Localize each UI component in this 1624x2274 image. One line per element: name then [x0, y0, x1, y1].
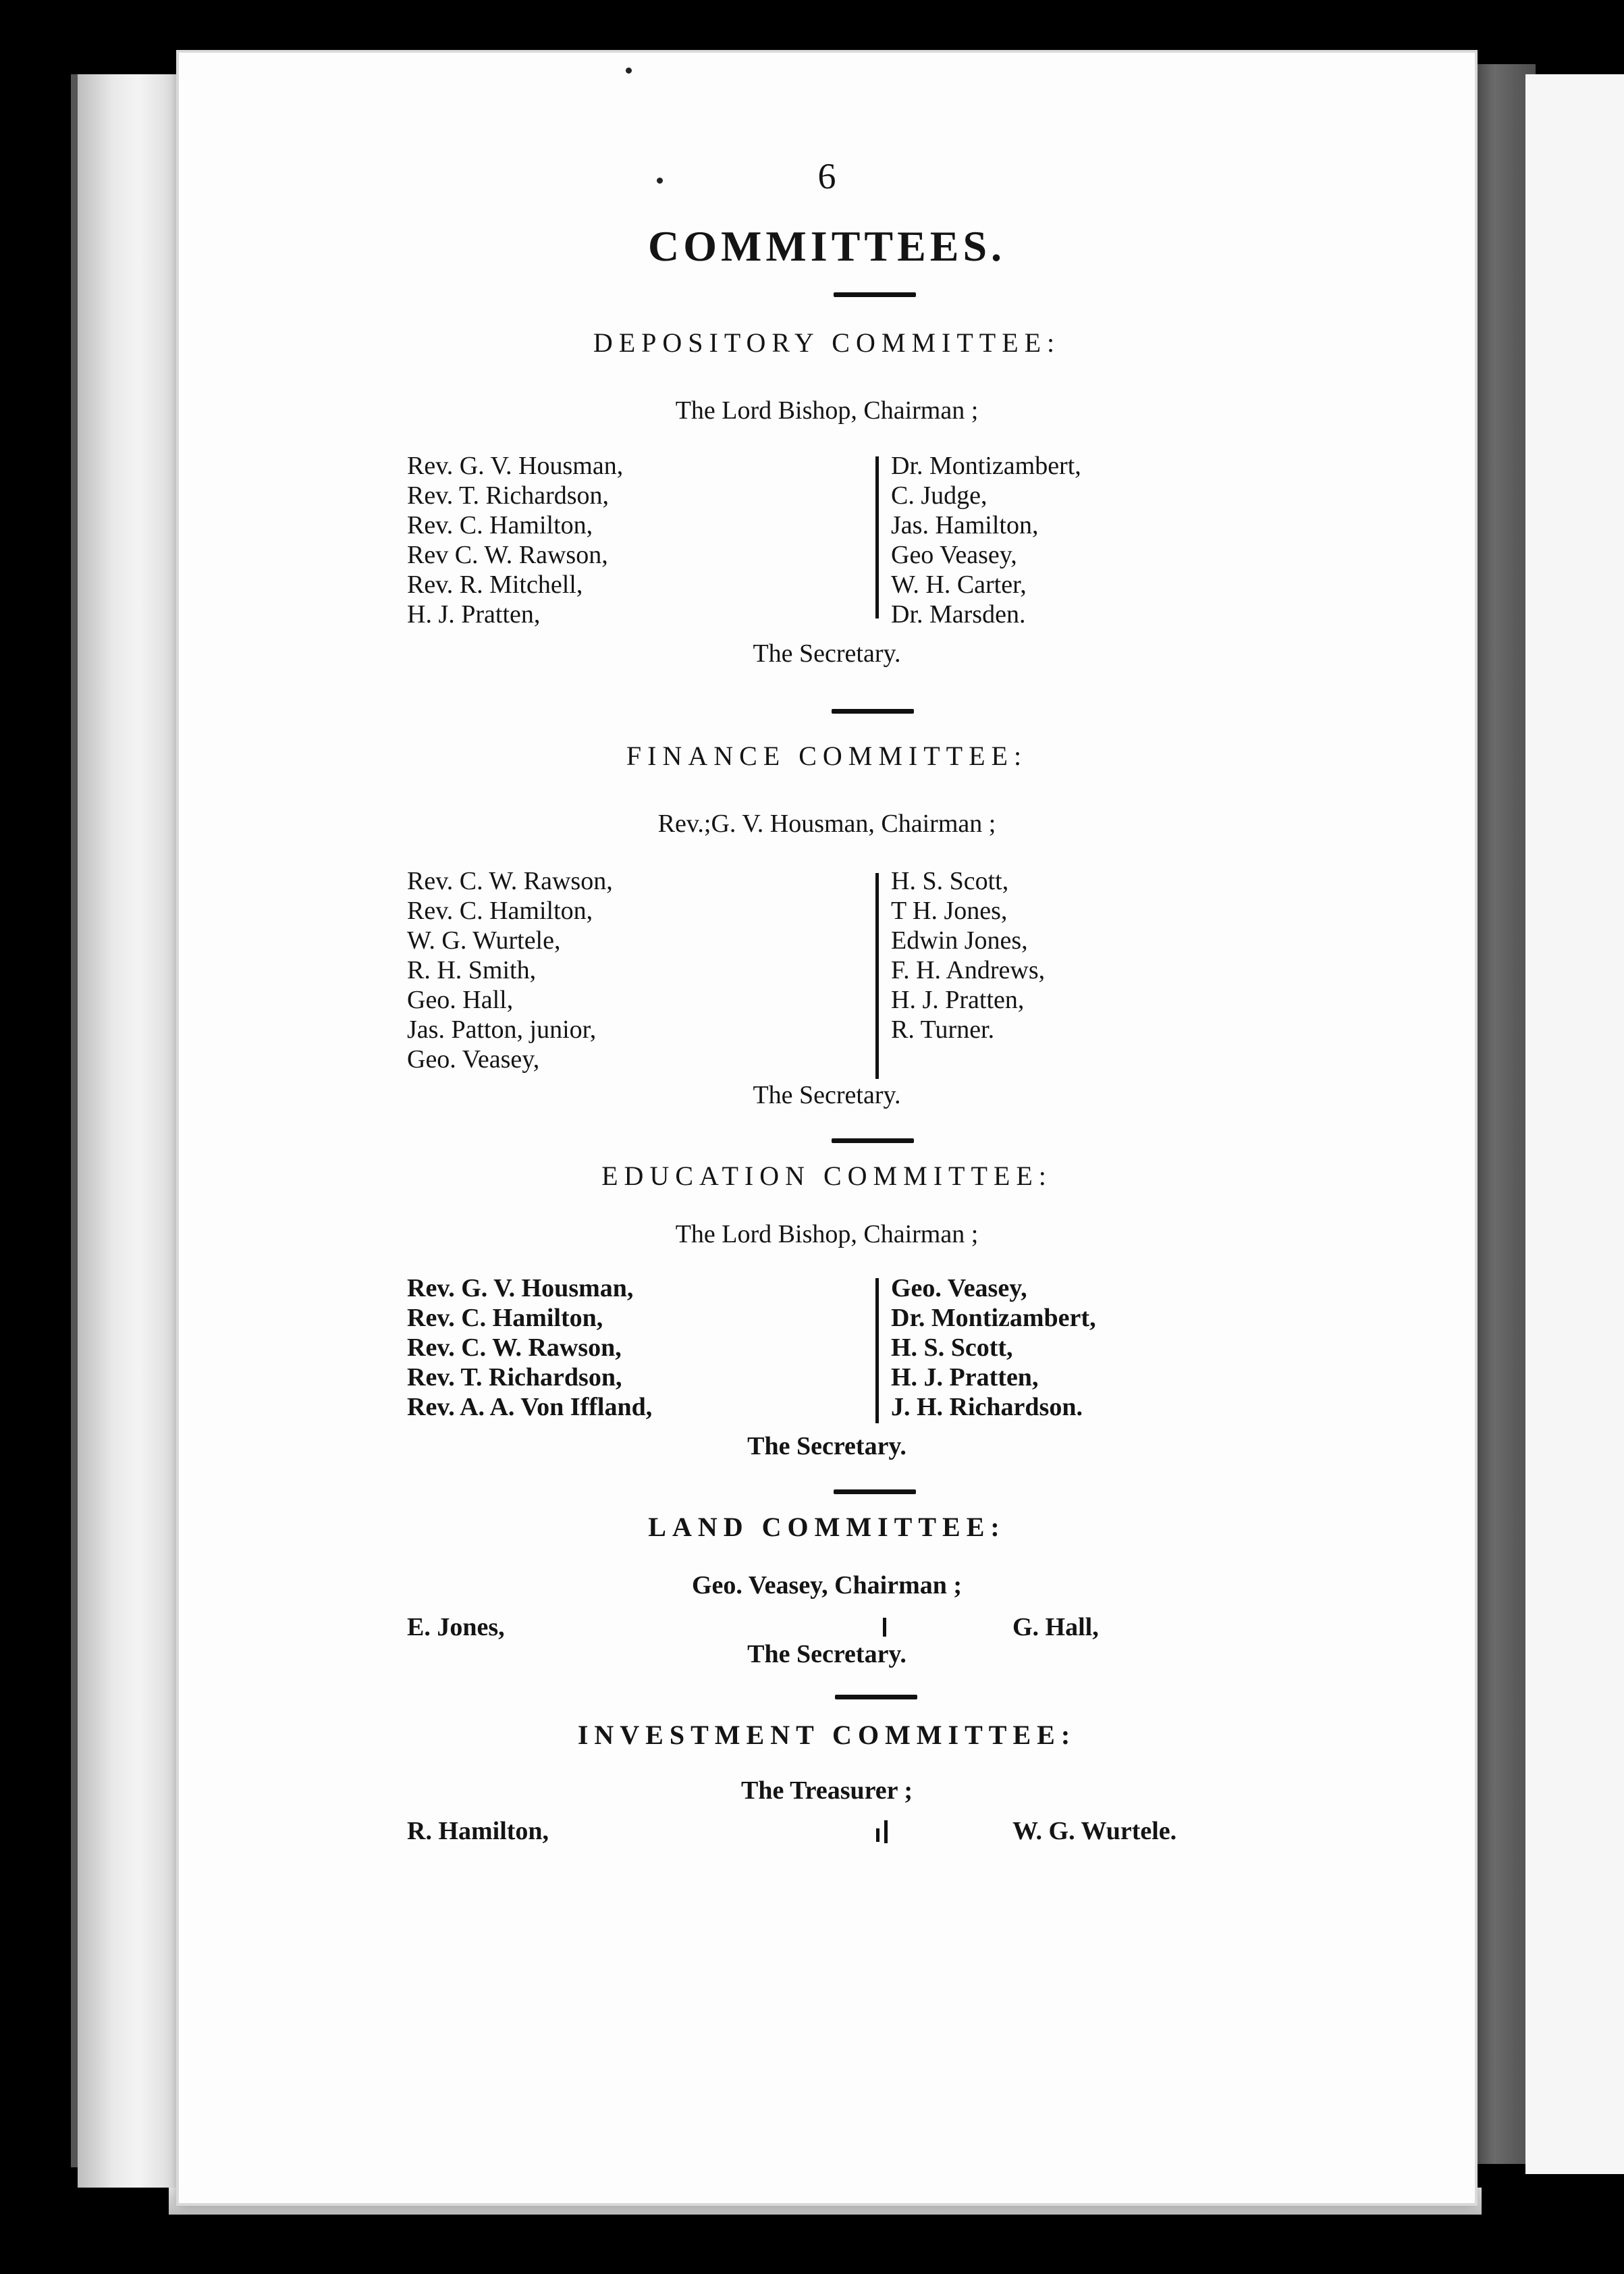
member-name: Dr. Marsden.	[891, 600, 1026, 629]
land-heading: LAND COMMITTEE:	[648, 1512, 1006, 1542]
land-secretary: The Secretary.	[747, 1640, 906, 1668]
member-name: W. H. Carter,	[891, 571, 1027, 599]
column-divider	[875, 456, 879, 618]
investment-right-member: W. G. Wurtele.	[1012, 1817, 1177, 1845]
member-name: Geo. Veasey,	[891, 1274, 1027, 1302]
member-name: Geo Veasey,	[891, 541, 1017, 569]
education-secretary: The Secretary.	[747, 1432, 906, 1460]
title-rule	[834, 292, 916, 297]
member-name: Rev. A. A. Von Iffland,	[407, 1393, 653, 1421]
member-name: Rev. C. Hamilton,	[407, 897, 593, 925]
member-name: Rev. T. Richardson,	[407, 481, 610, 510]
finance-right-list	[891, 866, 1045, 1045]
member-name: Rev C. W. Rawson,	[407, 541, 608, 569]
education-chair: The Lord Bishop, Chairman ;	[675, 1220, 979, 1248]
member-name: Rev. G. V. Housman,	[407, 452, 624, 480]
member-name: Edwin Jones,	[891, 926, 1028, 955]
column-divider	[875, 873, 879, 1079]
column-divider	[883, 1618, 886, 1637]
depository-chair: The Lord Bishop, Chairman ;	[675, 396, 979, 425]
member-name: H. J. Pratten,	[891, 1363, 1039, 1392]
member-name: Rev. C. Hamilton,	[407, 1304, 603, 1332]
member-name: F. H. Andrews,	[891, 956, 1046, 984]
investment-heading: INVESTMENT COMMITTEE:	[577, 1720, 1077, 1750]
member-name: Jas. Patton, junior,	[407, 1015, 597, 1044]
member-name: Rev. G. V. Housman,	[407, 1274, 634, 1302]
member-name: Jas. Hamilton,	[891, 511, 1039, 539]
book-left-page-edge	[78, 74, 179, 2188]
education-heading: EDUCATION COMMITTEE:	[601, 1161, 1052, 1191]
depository-heading: DEPOSITORY COMMITTEE:	[593, 327, 1061, 358]
member-name: Rev. C. Hamilton,	[407, 511, 593, 539]
finance-secretary: The Secretary.	[753, 1081, 901, 1109]
member-name: Dr. Montizambert,	[891, 1304, 1096, 1332]
book-right-paper	[1525, 74, 1624, 2174]
section-rule	[835, 1695, 917, 1699]
member-name: C. Judge,	[891, 481, 987, 510]
member-name: Rev. C. W. Rawson,	[407, 1333, 622, 1362]
depository-secretary: The Secretary.	[753, 639, 901, 668]
education-left-list	[407, 1273, 652, 1422]
investment-left-member: R. Hamilton,	[407, 1817, 549, 1845]
member-name: Rev. R. Mitchell,	[407, 571, 583, 599]
member-name: Geo. Veasey,	[407, 1045, 540, 1074]
member-name: R. H. Smith,	[407, 956, 537, 984]
document-page	[179, 53, 1475, 2203]
education-right-list	[891, 1273, 1096, 1422]
page-number: 6	[817, 156, 836, 196]
column-divider	[875, 1278, 879, 1423]
finance-chair: Rev.;G. V. Housman, Chairman ;	[657, 810, 996, 838]
page-title: COMMITTEES.	[647, 222, 1006, 270]
section-rule	[832, 709, 914, 714]
depository-left-list	[407, 451, 623, 629]
land-left-member: E. Jones,	[407, 1613, 505, 1641]
finance-left-list	[407, 866, 613, 1074]
member-name: Rev. T. Richardson,	[407, 1363, 622, 1392]
member-name: Rev. C. W. Rawson,	[407, 867, 613, 895]
member-name: T H. Jones,	[891, 897, 1008, 925]
column-divider	[876, 1828, 879, 1842]
member-name: J. H. Richardson.	[891, 1393, 1083, 1421]
section-rule	[832, 1138, 914, 1143]
member-name: H. J. Pratten,	[407, 600, 541, 629]
member-name: Geo. Hall,	[407, 986, 514, 1014]
member-name: R. Turner.	[891, 1015, 995, 1044]
section-rule	[834, 1489, 916, 1494]
member-name: H. S. Scott,	[891, 867, 1009, 895]
member-name: H. S. Scott,	[891, 1333, 1013, 1362]
finance-heading: FINANCE COMMITTEE:	[626, 741, 1028, 771]
member-name: Dr. Montizambert,	[891, 452, 1081, 480]
land-chair: Geo. Veasey, Chairman ;	[691, 1571, 963, 1599]
speck-mark	[626, 68, 632, 74]
investment-chair: The Treasurer ;	[740, 1776, 913, 1805]
member-name: W. G. Wurtele,	[407, 926, 561, 955]
depository-right-list	[891, 451, 1081, 629]
land-right-member: G. Hall,	[1012, 1613, 1099, 1641]
member-name: H. J. Pratten,	[891, 986, 1025, 1014]
column-divider	[884, 1820, 888, 1843]
